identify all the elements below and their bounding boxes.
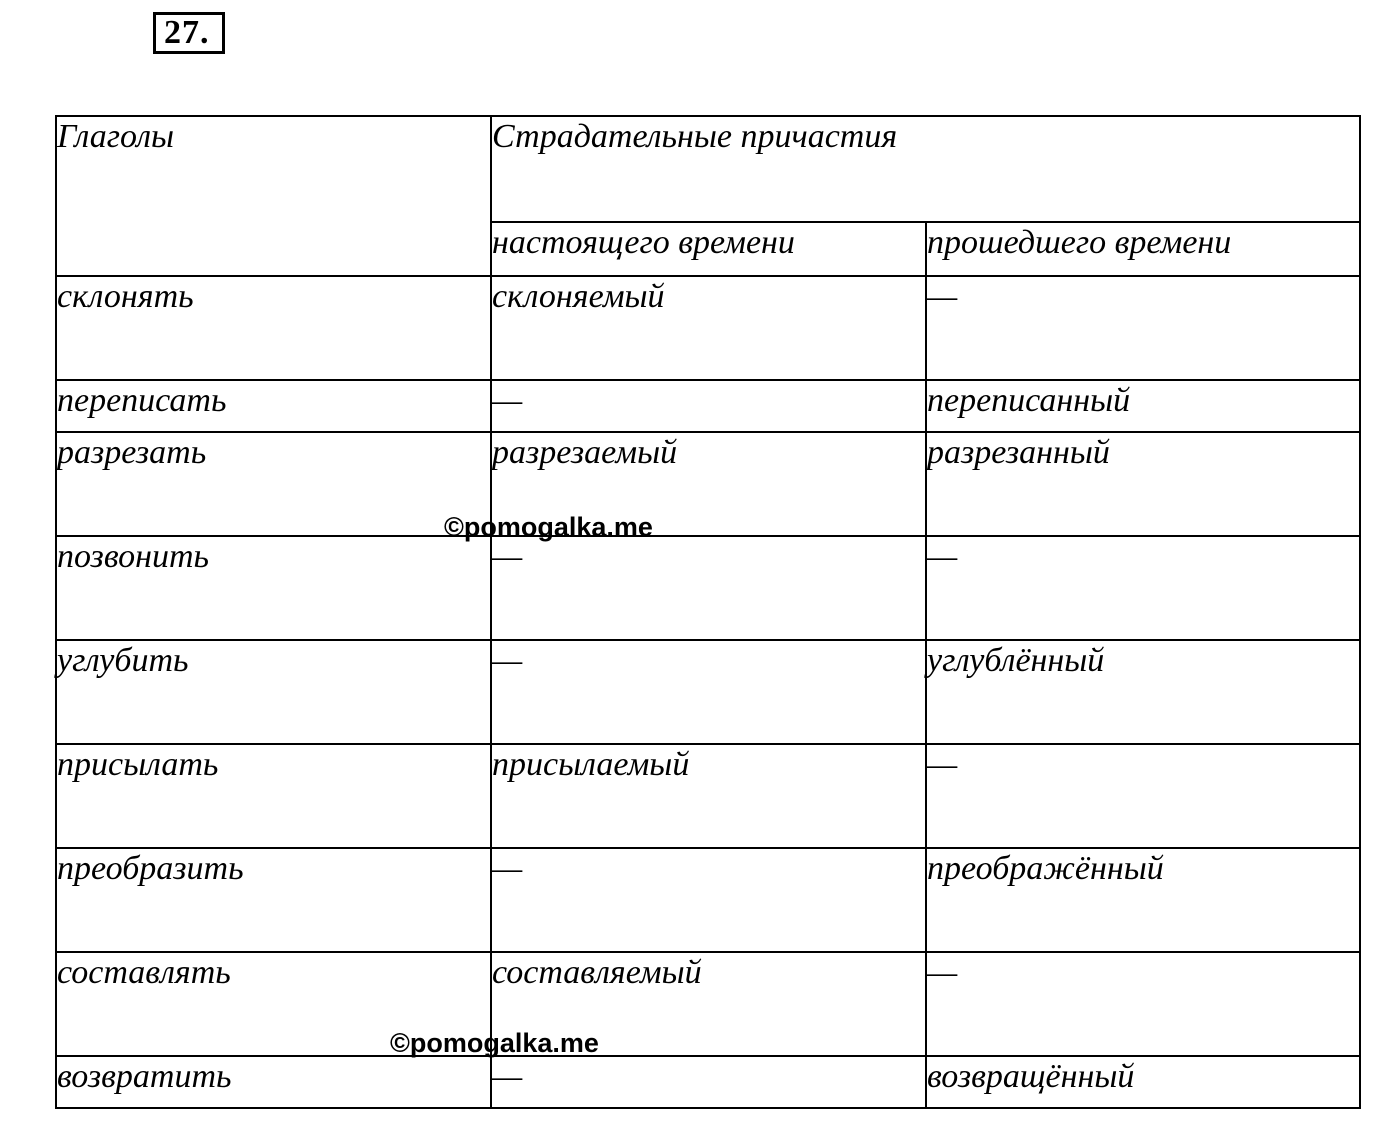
past-participle-cell: разрезанный [926, 432, 1360, 536]
verb-cell: позвонить [56, 536, 491, 640]
verb-cell: углубить [56, 640, 491, 744]
present-participle-cell: — [491, 848, 926, 952]
header-past-tense: прошедшего времени [926, 222, 1360, 276]
table-row [56, 952, 1360, 1056]
header-verbs: Глаголы [56, 116, 491, 276]
present-participle-cell: присылаемый [491, 744, 926, 848]
watermark: ©pomogalka.me [444, 512, 653, 542]
verb-cell: присылать [56, 744, 491, 848]
present-participle-cell: — [491, 640, 926, 744]
verb-cell: переписать [56, 380, 491, 432]
table-row [56, 744, 1360, 848]
past-participle-cell: переписанный [926, 380, 1360, 432]
present-participle-cell: — [491, 380, 926, 432]
table-row [56, 380, 1360, 432]
present-participle-cell: — [491, 536, 926, 640]
table-row [56, 640, 1360, 744]
exercise-number: 27. [153, 12, 225, 54]
table-row [56, 1056, 1360, 1108]
watermark: ©pomogalka.me [390, 1028, 599, 1058]
past-participle-cell: — [926, 276, 1360, 380]
table-row [56, 536, 1360, 640]
table-row [56, 848, 1360, 952]
past-participle-cell: возвращённый [926, 1056, 1360, 1108]
present-participle-cell: разрезаемый [491, 432, 926, 536]
verb-cell: преобразить [56, 848, 491, 952]
header-present-tense: настоящего времени [491, 222, 926, 276]
past-participle-cell: — [926, 744, 1360, 848]
verb-cell: склонять [56, 276, 491, 380]
table-row [56, 276, 1360, 380]
present-participle-cell: составляемый [491, 952, 926, 1056]
verb-cell: разрезать [56, 432, 491, 536]
past-participle-cell: углублённый [926, 640, 1360, 744]
verb-cell: возвратить [56, 1056, 491, 1108]
present-participle-cell: склоняемый [491, 276, 926, 380]
past-participle-cell: — [926, 536, 1360, 640]
table-row [56, 432, 1360, 536]
past-participle-cell: — [926, 952, 1360, 1056]
header-passive-participles: Страдательные причастия [491, 116, 1360, 222]
past-participle-cell: преображённый [926, 848, 1360, 952]
participles-table [55, 115, 1361, 1109]
present-participle-cell: — [491, 1056, 926, 1108]
verb-cell: составлять [56, 952, 491, 1056]
